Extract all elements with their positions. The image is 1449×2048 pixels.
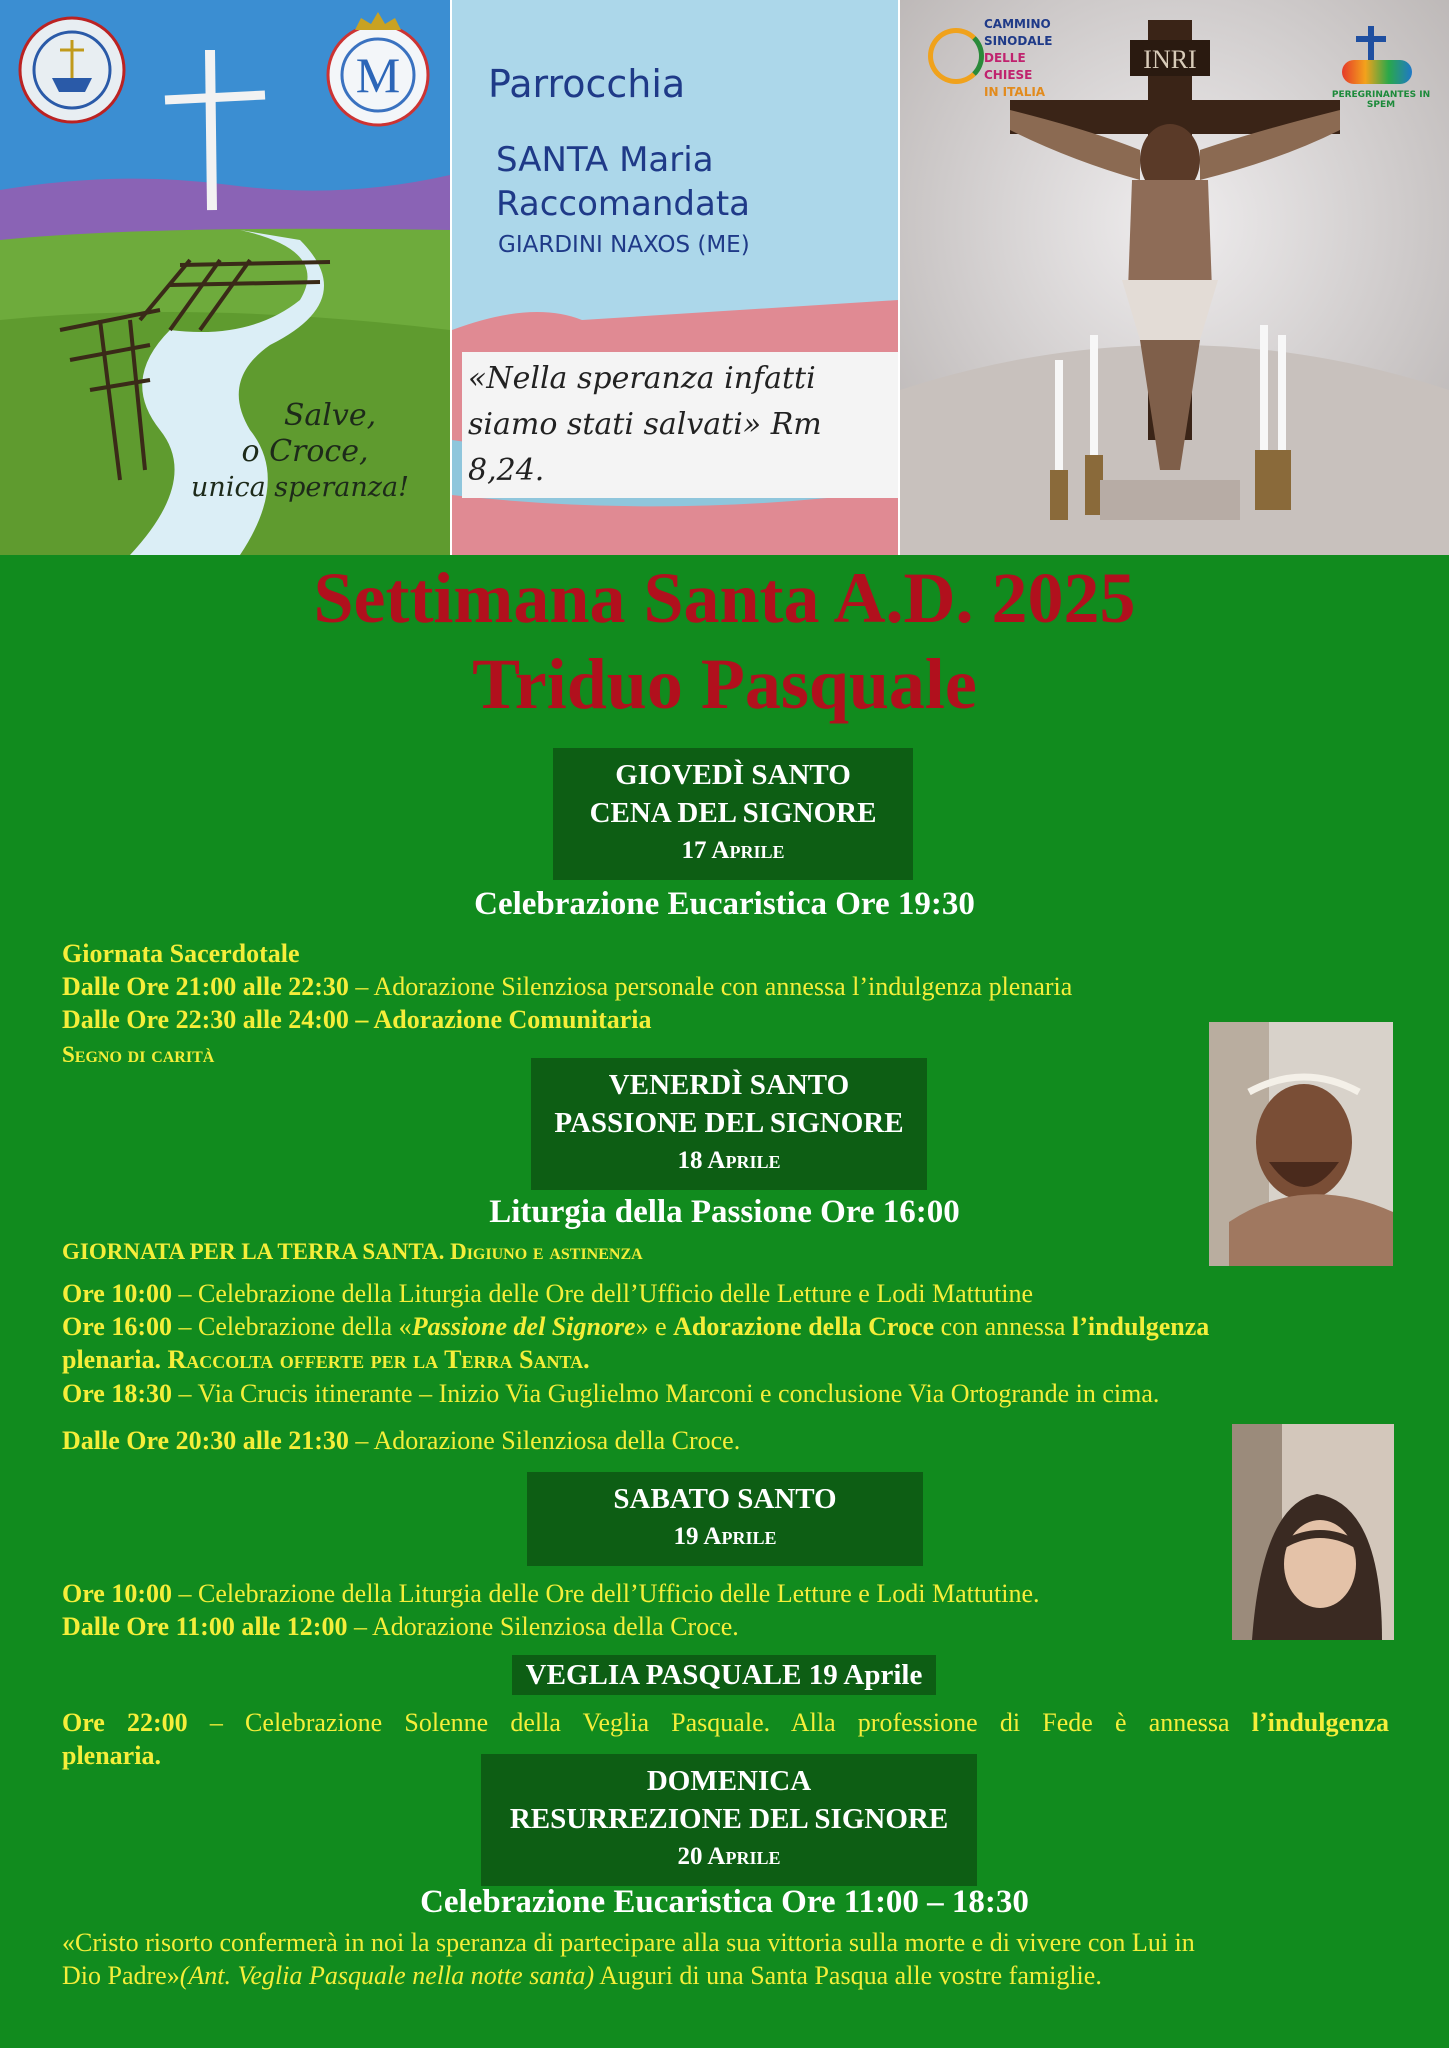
sabato-box bbox=[527, 1472, 923, 1566]
page-title: Settimana Santa A.D. 2025 bbox=[313, 558, 1136, 638]
time-label: Dalle Ore 11:00 alle 12:00 bbox=[62, 1612, 348, 1641]
parish-name-line2: Raccomandata bbox=[496, 184, 750, 224]
time-label: Dalle Ore 21:00 alle 22:30 bbox=[62, 972, 349, 1001]
venerdi-line bbox=[62, 1424, 1389, 1457]
venerdi-heading: Liturgia della Passione Ore 16:00 bbox=[489, 1194, 960, 1230]
logo-text-line: DELLE CHIESE bbox=[984, 51, 1033, 82]
venerdi-line bbox=[62, 1277, 1389, 1310]
day-title: GIOVEDÌ SANTO bbox=[615, 759, 851, 791]
cross-inscription: INRI bbox=[1143, 45, 1197, 74]
day-date: 20 Aprile bbox=[677, 1843, 781, 1870]
jubilee-logo bbox=[1320, 20, 1436, 116]
parish-label: Parrocchia bbox=[488, 62, 686, 106]
day-subtitle: CENA DEL SIGNORE bbox=[589, 797, 877, 829]
logo-text-line: SINODALE bbox=[984, 34, 1053, 48]
venerdi-l3-text: con annessa bbox=[934, 1312, 1072, 1341]
giovedi-line bbox=[62, 937, 1389, 970]
svg-text:M: M bbox=[355, 47, 401, 103]
venerdi-l3-text: » e bbox=[635, 1312, 674, 1341]
venerdi-l2-text: – Celebrazione della Liturgia delle Ore dell’Ufficio delle Letture e Lodi Mattutine bbox=[172, 1279, 1034, 1308]
giovedi-heading: Celebrazione Eucaristica Ore 19:30 bbox=[474, 886, 975, 922]
day-date: 18 Aprile bbox=[677, 1147, 781, 1174]
logo-text-line: CAMMINO bbox=[984, 17, 1051, 31]
parish-panel bbox=[452, 0, 898, 555]
sabato-l2-text: – Adorazione Silenziosa della Croce. bbox=[347, 1612, 739, 1641]
crucifix-photo bbox=[900, 0, 1449, 555]
veglia-heading: VEGLIA PASQUALE 19 Aprile bbox=[512, 1655, 936, 1695]
page-subtitle: Triduo Pasquale bbox=[472, 644, 977, 724]
time-label: Ore 22:00 bbox=[62, 1708, 188, 1737]
giovedi-line bbox=[62, 1003, 1389, 1036]
logo-text-line: IN ITALIA bbox=[984, 85, 1046, 99]
giovedi-box bbox=[553, 748, 913, 880]
venerdi-l3-text: – Celebrazione della « bbox=[172, 1312, 412, 1341]
venerdi-line bbox=[62, 1343, 1389, 1376]
sabato-line bbox=[62, 1577, 1389, 1610]
domenica-q2a: Dio Padre» bbox=[62, 1961, 180, 1990]
scripture-quote bbox=[462, 352, 898, 498]
veglia-l1-bold: l’indulgenza bbox=[1251, 1708, 1389, 1737]
day-title: VENERDÌ SANTO bbox=[608, 1069, 850, 1101]
giovedi-l2-text: – Adorazione Silenziosa personale con annessa l’indulgenza plenaria bbox=[348, 972, 1073, 1001]
quote-line: «Nella speranza infatti bbox=[468, 361, 816, 396]
giovedi-l4: Segno di carità bbox=[62, 1042, 215, 1067]
header-banner bbox=[0, 0, 1449, 555]
domenica-q2c: Auguri di una Santa Pasqua alle vostre famiglie. bbox=[594, 1961, 1102, 1990]
venerdi-l1b: Digiuno e astinenza bbox=[444, 1239, 643, 1264]
day-date: 17 Aprile bbox=[681, 837, 785, 864]
painting-inscription bbox=[150, 398, 450, 506]
domenica-heading: Celebrazione Eucaristica Ore 11:00 – 18:30 bbox=[420, 1884, 1029, 1920]
day-title: SABATO SANTO bbox=[613, 1483, 837, 1515]
time-label: Dalle Ore 20:30 alle 21:30 bbox=[62, 1426, 349, 1455]
cross-painting bbox=[0, 0, 450, 555]
cammino-sinodale-logo bbox=[928, 14, 1078, 99]
day-date: 19 Aprile bbox=[673, 1523, 777, 1550]
venerdi-l3-bold: Adorazione della Croce bbox=[673, 1312, 935, 1341]
venerdi-l3b-a: plenaria. bbox=[62, 1345, 161, 1374]
time-label: Ore 16:00 bbox=[62, 1312, 172, 1341]
jubilee-text: PEREGRINANTES IN SPEM bbox=[1331, 90, 1431, 110]
venerdi-l5-text: – Adorazione Silenziosa della Croce. bbox=[348, 1426, 741, 1455]
logo-icon bbox=[928, 28, 984, 84]
veglia-line bbox=[62, 1706, 1389, 1739]
venerdi-l3b-b: Raccolta offerte per la Terra Santa. bbox=[160, 1345, 590, 1374]
painting-text-line: o Croce, bbox=[241, 434, 369, 469]
venerdi-l4-text: – Via Crucis itinerante – Inizio Via Guglielmo Marconi e conclusione Via Ortogrande in cima. bbox=[172, 1379, 1160, 1408]
venerdi-l3-bold: l’indulgenza bbox=[1071, 1312, 1210, 1341]
painting-text-line: unica speranza! bbox=[191, 472, 409, 503]
painting-text-line: Salve, bbox=[283, 398, 377, 433]
sabato-line bbox=[62, 1610, 1389, 1643]
domenica-q2b: (Ant. Veglia Pasquale nella notte santa) bbox=[179, 1961, 595, 1990]
time-label: Ore 10:00 bbox=[62, 1279, 172, 1308]
day-title: DOMENICA bbox=[646, 1765, 812, 1797]
day-subtitle: RESURREZIONE DEL SIGNORE bbox=[509, 1803, 949, 1835]
venerdi-l3-italic: Passione del Signore bbox=[411, 1312, 636, 1341]
time-label: Ore 10:00 bbox=[62, 1579, 172, 1608]
quote-line: 8,24. bbox=[468, 453, 545, 488]
venerdi-line bbox=[62, 1377, 1389, 1410]
jubilee-figures-icon bbox=[1342, 60, 1412, 84]
venerdi-line bbox=[62, 1310, 1389, 1343]
venerdi-line bbox=[62, 1235, 1389, 1268]
giovedi-line bbox=[62, 970, 1389, 1003]
veglia-l2: plenaria. bbox=[62, 1741, 161, 1770]
domenica-quote-line bbox=[62, 1926, 1389, 1959]
domenica-quote-line bbox=[62, 1959, 1389, 1992]
veglia-l1-text: – Celebrazione Solenne della Veglia Pasquale. Alla professione di Fede è annessa bbox=[187, 1708, 1252, 1737]
quote-line: siamo stati salvati» Rm bbox=[468, 407, 822, 442]
giovedi-l1: Giornata Sacerdotale bbox=[62, 939, 300, 968]
parish-location: GIARDINI NAXOS (ME) bbox=[498, 232, 750, 258]
domenica-box bbox=[481, 1754, 977, 1886]
parish-name-line1: SANTA Maria bbox=[496, 140, 714, 180]
day-subtitle: PASSIONE DEL SIGNORE bbox=[554, 1107, 904, 1139]
sabato-l1-text: – Celebrazione della Liturgia delle Ore dell’Ufficio delle Letture e Lodi Mattutine. bbox=[172, 1579, 1040, 1608]
venerdi-box bbox=[531, 1058, 927, 1190]
venerdi-l1a: GIORNATA PER LA TERRA SANTA. bbox=[62, 1239, 445, 1264]
giovedi-l3: Dalle Ore 22:30 alle 24:00 – Adorazione Comunitaria bbox=[62, 1005, 652, 1034]
domenica-q1: «Cristo risorto confermerà in noi la speranza di partecipare alla sua vittoria sulla morte e di vivere con Lui in bbox=[62, 1928, 1195, 1957]
time-label: Ore 18:30 bbox=[62, 1379, 172, 1408]
